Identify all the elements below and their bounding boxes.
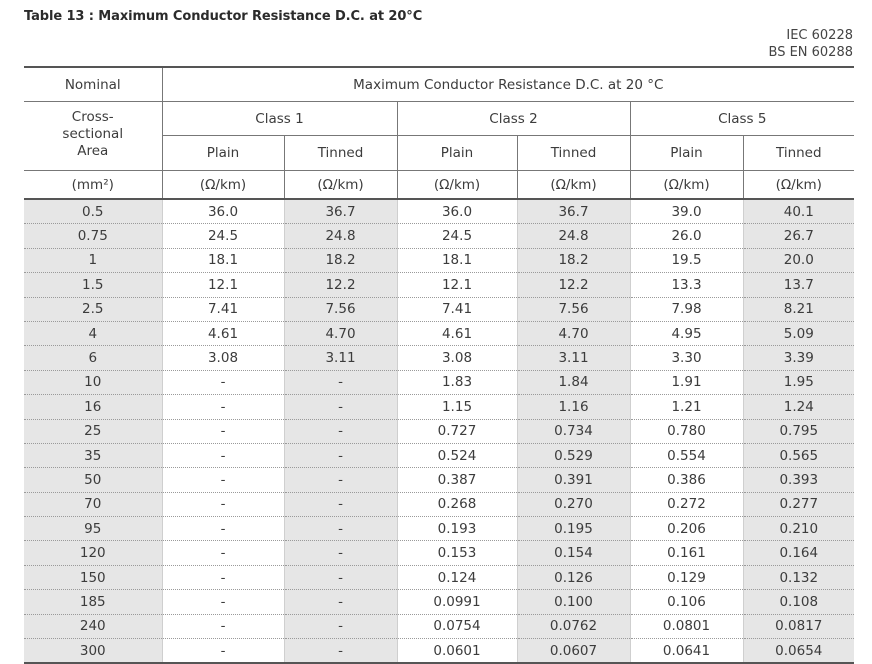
area-cell: 1 bbox=[24, 248, 162, 272]
resistance-cell: 3.39 bbox=[743, 346, 854, 370]
resistance-cell: 24.8 bbox=[284, 224, 397, 248]
resistance-cell: - bbox=[284, 614, 397, 638]
resistance-cell: 0.386 bbox=[630, 468, 743, 492]
resistance-cell: - bbox=[162, 565, 284, 589]
resistance-cell: - bbox=[284, 565, 397, 589]
resistance-cell: 36.0 bbox=[397, 199, 517, 224]
resistance-cell: - bbox=[284, 468, 397, 492]
resistance-cell: - bbox=[162, 541, 284, 565]
class-1-header: Class 1 bbox=[162, 102, 397, 136]
table-row bbox=[24, 541, 854, 565]
table-row bbox=[24, 199, 854, 224]
unit-header: (Ω/km) bbox=[284, 171, 397, 200]
resistance-cell: 1.91 bbox=[630, 370, 743, 394]
resistance-cell: - bbox=[162, 395, 284, 419]
resistance-cell: 1.24 bbox=[743, 395, 854, 419]
resistance-cell: 0.154 bbox=[517, 541, 630, 565]
resistance-cell: 1.16 bbox=[517, 395, 630, 419]
resistance-cell: 3.11 bbox=[284, 346, 397, 370]
resistance-cell: 0.0601 bbox=[397, 639, 517, 664]
nominal-header: Nominal bbox=[24, 67, 162, 102]
resistance-cell: 3.30 bbox=[630, 346, 743, 370]
resistance-cell: - bbox=[284, 517, 397, 541]
resistance-cell: 4.61 bbox=[162, 321, 284, 345]
area-cell: 50 bbox=[24, 468, 162, 492]
area-cell: 0.5 bbox=[24, 199, 162, 224]
resistance-cell: 0.153 bbox=[397, 541, 517, 565]
resistance-cell: 26.7 bbox=[743, 224, 854, 248]
resistance-cell: 0.272 bbox=[630, 492, 743, 516]
table-row bbox=[24, 321, 854, 345]
class-5-header: Class 5 bbox=[630, 102, 854, 136]
resistance-cell: - bbox=[284, 541, 397, 565]
resistance-cell: 18.2 bbox=[284, 248, 397, 272]
table-row bbox=[24, 443, 854, 467]
resistance-cell: 0.270 bbox=[517, 492, 630, 516]
area-cell: 4 bbox=[24, 321, 162, 345]
resistance-cell: 0.164 bbox=[743, 541, 854, 565]
resistance-cell: 0.529 bbox=[517, 443, 630, 467]
resistance-cell: 24.5 bbox=[397, 224, 517, 248]
resistance-cell: 19.5 bbox=[630, 248, 743, 272]
type-header: Plain bbox=[162, 136, 284, 171]
resistance-cell: 0.193 bbox=[397, 517, 517, 541]
resistance-cell: 0.554 bbox=[630, 443, 743, 467]
table-row bbox=[24, 468, 854, 492]
resistance-cell: - bbox=[284, 639, 397, 664]
standards-reference bbox=[769, 27, 854, 61]
resistance-cell: 0.524 bbox=[397, 443, 517, 467]
area-cell: 35 bbox=[24, 443, 162, 467]
resistance-cell: - bbox=[162, 614, 284, 638]
type-header: Plain bbox=[397, 136, 517, 171]
area-cell: 150 bbox=[24, 565, 162, 589]
resistance-cell: 0.124 bbox=[397, 565, 517, 589]
resistance-cell: 0.195 bbox=[517, 517, 630, 541]
resistance-cell: 0.393 bbox=[743, 468, 854, 492]
table-row bbox=[24, 370, 854, 394]
resistance-cell: 0.0607 bbox=[517, 639, 630, 664]
table-row bbox=[24, 297, 854, 321]
area-cell: 300 bbox=[24, 639, 162, 664]
resistance-cell: 18.1 bbox=[162, 248, 284, 272]
resistance-cell: 0.100 bbox=[517, 590, 630, 614]
resistance-cell: 1.83 bbox=[397, 370, 517, 394]
resistance-cell: 7.56 bbox=[284, 297, 397, 321]
resistance-cell: 8.21 bbox=[743, 297, 854, 321]
resistance-cell: 0.268 bbox=[397, 492, 517, 516]
resistance-cell: 0.0762 bbox=[517, 614, 630, 638]
resistance-cell: 4.70 bbox=[284, 321, 397, 345]
resistance-cell: 1.95 bbox=[743, 370, 854, 394]
table-row bbox=[24, 590, 854, 614]
unit-header: (Ω/km) bbox=[162, 171, 284, 200]
resistance-cell: 13.7 bbox=[743, 273, 854, 297]
table-body bbox=[24, 199, 854, 663]
unit-header: (Ω/km) bbox=[630, 171, 743, 200]
area-cell: 16 bbox=[24, 395, 162, 419]
resistance-cell: 18.1 bbox=[397, 248, 517, 272]
table-row bbox=[24, 517, 854, 541]
resistance-cell: 36.0 bbox=[162, 199, 284, 224]
resistance-cell: - bbox=[162, 443, 284, 467]
resistance-cell: 7.41 bbox=[397, 297, 517, 321]
resistance-cell: - bbox=[284, 395, 397, 419]
standard-bsen: BS EN 60288 bbox=[768, 45, 853, 60]
resistance-cell: - bbox=[284, 443, 397, 467]
resistance-cell: 0.161 bbox=[630, 541, 743, 565]
unit-header: (Ω/km) bbox=[743, 171, 854, 200]
resistance-cell: 0.132 bbox=[743, 565, 854, 589]
resistance-cell: 36.7 bbox=[284, 199, 397, 224]
table-row bbox=[24, 248, 854, 272]
area-cell: 70 bbox=[24, 492, 162, 516]
area-cell: 240 bbox=[24, 614, 162, 638]
area-cell: 120 bbox=[24, 541, 162, 565]
area-cell: 10 bbox=[24, 370, 162, 394]
resistance-cell: 7.56 bbox=[517, 297, 630, 321]
resistance-cell: - bbox=[162, 590, 284, 614]
resistance-cell: 0.0801 bbox=[630, 614, 743, 638]
resistance-cell: 0.129 bbox=[630, 565, 743, 589]
resistance-cell: 3.11 bbox=[517, 346, 630, 370]
resistance-cell: 0.0991 bbox=[397, 590, 517, 614]
resistance-cell: - bbox=[284, 370, 397, 394]
resistance-cell: 0.387 bbox=[397, 468, 517, 492]
resistance-cell: - bbox=[284, 492, 397, 516]
resistance-cell: 0.126 bbox=[517, 565, 630, 589]
area-cell: 25 bbox=[24, 419, 162, 443]
area-cell: 1.5 bbox=[24, 273, 162, 297]
area-cell: 95 bbox=[24, 517, 162, 541]
resistance-cell: - bbox=[162, 492, 284, 516]
resistance-cell: 12.1 bbox=[397, 273, 517, 297]
resistance-cell: 0.0817 bbox=[743, 614, 854, 638]
table-title: Table 13 : Maximum Conductor Resistance D.C. at 20°C bbox=[24, 9, 423, 24]
resistance-cell: 18.2 bbox=[517, 248, 630, 272]
table-row bbox=[24, 614, 854, 638]
class-2-header: Class 2 bbox=[397, 102, 630, 136]
resistance-cell: 0.0641 bbox=[630, 639, 743, 664]
table-row bbox=[24, 346, 854, 370]
resistance-cell: 26.0 bbox=[630, 224, 743, 248]
cross-sectional-area-header: Cross- sectional Area bbox=[24, 102, 162, 171]
table-row bbox=[24, 395, 854, 419]
resistance-cell: 3.08 bbox=[397, 346, 517, 370]
resistance-cell: 12.2 bbox=[284, 273, 397, 297]
type-header: Tinned bbox=[517, 136, 630, 171]
resistance-cell: - bbox=[162, 468, 284, 492]
resistance-cell: 20.0 bbox=[743, 248, 854, 272]
resistance-cell: 7.41 bbox=[162, 297, 284, 321]
resistance-cell: - bbox=[162, 639, 284, 664]
table-row bbox=[24, 639, 854, 664]
resistance-cell: 4.61 bbox=[397, 321, 517, 345]
resistance-table bbox=[24, 66, 854, 664]
resistance-cell: 1.15 bbox=[397, 395, 517, 419]
resistance-cell: 12.1 bbox=[162, 273, 284, 297]
resistance-cell: 24.8 bbox=[517, 224, 630, 248]
resistance-cell: 0.727 bbox=[397, 419, 517, 443]
resistance-cell: 36.7 bbox=[517, 199, 630, 224]
unit-header: (Ω/km) bbox=[517, 171, 630, 200]
resistance-cell: 5.09 bbox=[743, 321, 854, 345]
resistance-cell: 0.0654 bbox=[743, 639, 854, 664]
table-row bbox=[24, 565, 854, 589]
resistance-cell: - bbox=[162, 517, 284, 541]
resistance-cell: 0.780 bbox=[630, 419, 743, 443]
resistance-cell: - bbox=[162, 370, 284, 394]
resistance-cell: 40.1 bbox=[743, 199, 854, 224]
resistance-cell: 0.0754 bbox=[397, 614, 517, 638]
resistance-cell: 0.210 bbox=[743, 517, 854, 541]
resistance-cell: 0.206 bbox=[630, 517, 743, 541]
resistance-cell: 12.2 bbox=[517, 273, 630, 297]
resistance-cell: 0.277 bbox=[743, 492, 854, 516]
resistance-cell: - bbox=[162, 419, 284, 443]
table-row bbox=[24, 224, 854, 248]
area-cell: 2.5 bbox=[24, 297, 162, 321]
table-row bbox=[24, 419, 854, 443]
resistance-cell: 3.08 bbox=[162, 346, 284, 370]
resistance-cell: - bbox=[284, 590, 397, 614]
unit-header: (Ω/km) bbox=[397, 171, 517, 200]
resistance-cell: 0.565 bbox=[743, 443, 854, 467]
resistance-cell: 1.21 bbox=[630, 395, 743, 419]
resistance-cell: 0.391 bbox=[517, 468, 630, 492]
standard-iec: IEC 60228 bbox=[786, 28, 853, 43]
unit-header: (mm²) bbox=[24, 171, 162, 200]
area-cell: 6 bbox=[24, 346, 162, 370]
area-cell: 0.75 bbox=[24, 224, 162, 248]
resistance-cell: 4.95 bbox=[630, 321, 743, 345]
resistance-cell: 0.108 bbox=[743, 590, 854, 614]
resistance-cell: - bbox=[284, 419, 397, 443]
type-header: Plain bbox=[630, 136, 743, 171]
type-header: Tinned bbox=[284, 136, 397, 171]
type-header: Tinned bbox=[743, 136, 854, 171]
area-cell: 185 bbox=[24, 590, 162, 614]
resistance-cell: 0.795 bbox=[743, 419, 854, 443]
table-row bbox=[24, 492, 854, 516]
resistance-cell: 1.84 bbox=[517, 370, 630, 394]
resistance-cell: 13.3 bbox=[630, 273, 743, 297]
table-row bbox=[24, 273, 854, 297]
max-resistance-header: Maximum Conductor Resistance D.C. at 20 °C bbox=[162, 67, 854, 102]
resistance-cell: 24.5 bbox=[162, 224, 284, 248]
resistance-cell: 0.734 bbox=[517, 419, 630, 443]
resistance-cell: 4.70 bbox=[517, 321, 630, 345]
resistance-cell: 7.98 bbox=[630, 297, 743, 321]
resistance-cell: 39.0 bbox=[630, 199, 743, 224]
resistance-cell: 0.106 bbox=[630, 590, 743, 614]
